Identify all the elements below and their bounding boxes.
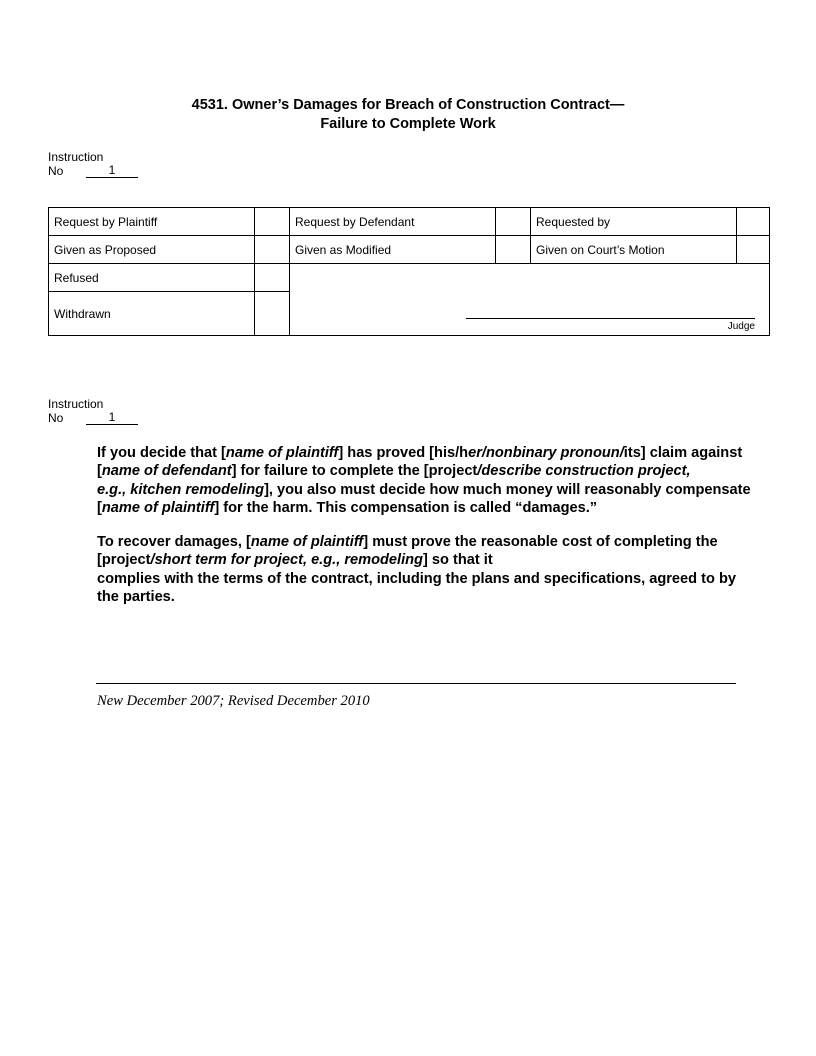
title-line-2: Failure to Complete Work [320, 116, 496, 132]
instruction-label: Instruction [48, 397, 104, 411]
instruction-label: Instruction [48, 150, 104, 164]
instruction-no-label: No [48, 411, 64, 425]
given-as-modified-box[interactable] [496, 236, 531, 264]
paragraph-cost-of-completion: To recover damages, [name of plaintiff] must prove the reasonable cost of completing the [project/short term for project, e.g., remodeling] so that it complies with the terms of the contract, including the plans and specifications, agreed to by the parties. [97, 534, 736, 606]
requested-by-label: Requested by [531, 208, 737, 236]
refused-box[interactable] [255, 264, 290, 292]
paragraph-damages-definition: If you decide that [name of plaintiff] has proved [his/her/nonbinary pronoun/its] claim against [name of defendant] for failure to complete the [project/describe construction project, e.g., kitchen remodeling], you also must decide how much money will reasonably compensate [name of plaintiff] for the harm. This compensation is called “damages.” [97, 445, 751, 516]
withdrawn-box[interactable] [255, 292, 290, 336]
instruction-number-block-2 [48, 397, 138, 425]
instruction-no-label: No [48, 164, 64, 178]
revision-history: New December 2007; Revised December 2010 [97, 693, 370, 709]
given-on-courts-motion-box[interactable] [737, 236, 770, 264]
request-by-plaintiff-box[interactable] [255, 208, 290, 236]
instruction-no-value: 1 [86, 411, 138, 425]
document-title [0, 96, 816, 134]
judge-label: Judge [727, 321, 755, 332]
given-on-courts-motion-label: Given on Court’s Motion [531, 236, 737, 264]
instruction-no-value: 1 [86, 164, 138, 178]
request-by-defendant-label: Request by Defendant [290, 208, 496, 236]
request-by-defendant-box[interactable] [496, 208, 531, 236]
requested-by-box[interactable] [737, 208, 770, 236]
judge-signature-line[interactable] [466, 318, 755, 319]
instruction-number-block-1 [48, 150, 138, 178]
judge-signature-area [290, 264, 770, 336]
withdrawn-label: Withdrawn [49, 292, 255, 336]
given-as-proposed-label: Given as Proposed [49, 236, 255, 264]
given-as-proposed-box[interactable] [255, 236, 290, 264]
request-by-plaintiff-label: Request by Plaintiff [49, 208, 255, 236]
instruction-status-grid [48, 207, 770, 336]
instruction-body [97, 444, 757, 622]
footer-divider [96, 683, 736, 684]
refused-label: Refused [49, 264, 255, 292]
given-as-modified-label: Given as Modified [290, 236, 496, 264]
title-line-1: 4531. Owner’s Damages for Breach of Construction Contract— [191, 97, 625, 113]
